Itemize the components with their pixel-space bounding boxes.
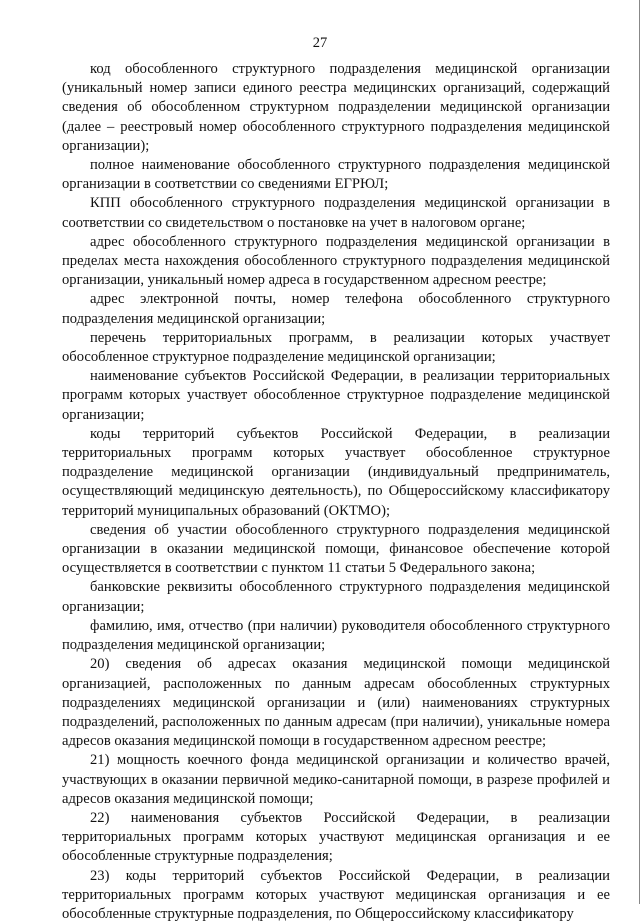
paragraph-full-name: полное наименование обособленного структурного подразделения медицинской организации в соответствии со сведениями ЕГРЮЛ; bbox=[62, 157, 610, 193]
paragraph-subjects-names: наименование субъектов Российской Федерации, в реализации территориальных программ которых участвует обособленное структурное подразделение медицинской организации; bbox=[62, 368, 610, 423]
paragraph-structural-unit-code: код обособленного структурного подразделения медицинской организации (уникальный номер записи единого реестра медицинских организаций, содержащий сведения об обособленном структурном подразделении медицинской организации (далее – реестровый номер обособленного структурного подразделения медицинской организации); bbox=[62, 61, 610, 154]
paragraph-territorial-programs: перечень территориальных программ, в реализации которых участвует обособленное структурное подразделение медицинской организации; bbox=[62, 329, 610, 366]
paragraph-email-phone: адрес электронной почты, номер телефона обособленного структурного подразделения медицинской организации; bbox=[62, 291, 610, 327]
paragraph-address: адрес обособленного структурного подразделения медицинской организации в пределах места нахождения обособленного структурного подразделения медицинской организации, уникальный номер адреса в государственном адресном реестре; bbox=[62, 233, 610, 289]
paragraph-item-22: 22) наименования субъектов Российской Федерации, в реализации территориальных программ которых участвуют медицинская организация и ее обособленные структурные подразделения; bbox=[62, 809, 610, 865]
paragraph-bank-details: банковские реквизиты обособленного структурного подразделения медицинской организации; bbox=[62, 579, 610, 615]
paragraph-item-20: 20) сведения об адресах оказания медицинской помощи медицинской организацией, расположенных по данным адресам обособленных структурных подразделениях медицинской организации и (или) наименованиях структурных подразделений, расположенных по данным адресам (при наличии), уникальные номера адресов оказания медицинской помощи в государственном адресном реестре; bbox=[62, 656, 610, 750]
paragraph-kpp: КПП обособленного структурного подразделения медицинской организации в соответствии со свидетельством о постановке на учет в налоговом органе; bbox=[62, 195, 610, 231]
paragraph-item-23: 23) коды территорий субъектов Российской Федерации, в реализации территориальных программ которых участвуют медицинская организация и ее обособленные структурные подразделения, по Общероссийскому классификатору bbox=[62, 867, 610, 922]
paragraph-participation-info: сведения об участии обособленного структурного подразделения медицинской организации в оказании медицинской помощи, финансовое обеспечение которой осуществляется в соответствии с пунктом 11 статьи 5 Федерального закона; bbox=[62, 521, 610, 577]
page-number: 27 bbox=[312, 35, 328, 51]
paragraph-head-name: фамилию, имя, отчество (при наличии) руководителя обособленного структурного подразделения медицинской организации; bbox=[62, 617, 610, 654]
document-body bbox=[62, 60, 610, 924]
paragraph-item-21: 21) мощность коечного фонда медицинской организации и количество врачей, участвующих в оказании первичной медико-санитарной помощи, в разрезе профилей и адресов оказания медицинской помощи; bbox=[62, 752, 610, 807]
paragraph-oktmo-codes: коды территорий субъектов Российской Федерации, в реализации территориальных программ которых участвует обособленное структурное подразделение медицинской организации (индивидуальный предприниматель, осуществляющий медицинскую деятельность), по Общероссийскому классификатору территорий муниципальных образований (ОКТМО); bbox=[62, 425, 610, 519]
